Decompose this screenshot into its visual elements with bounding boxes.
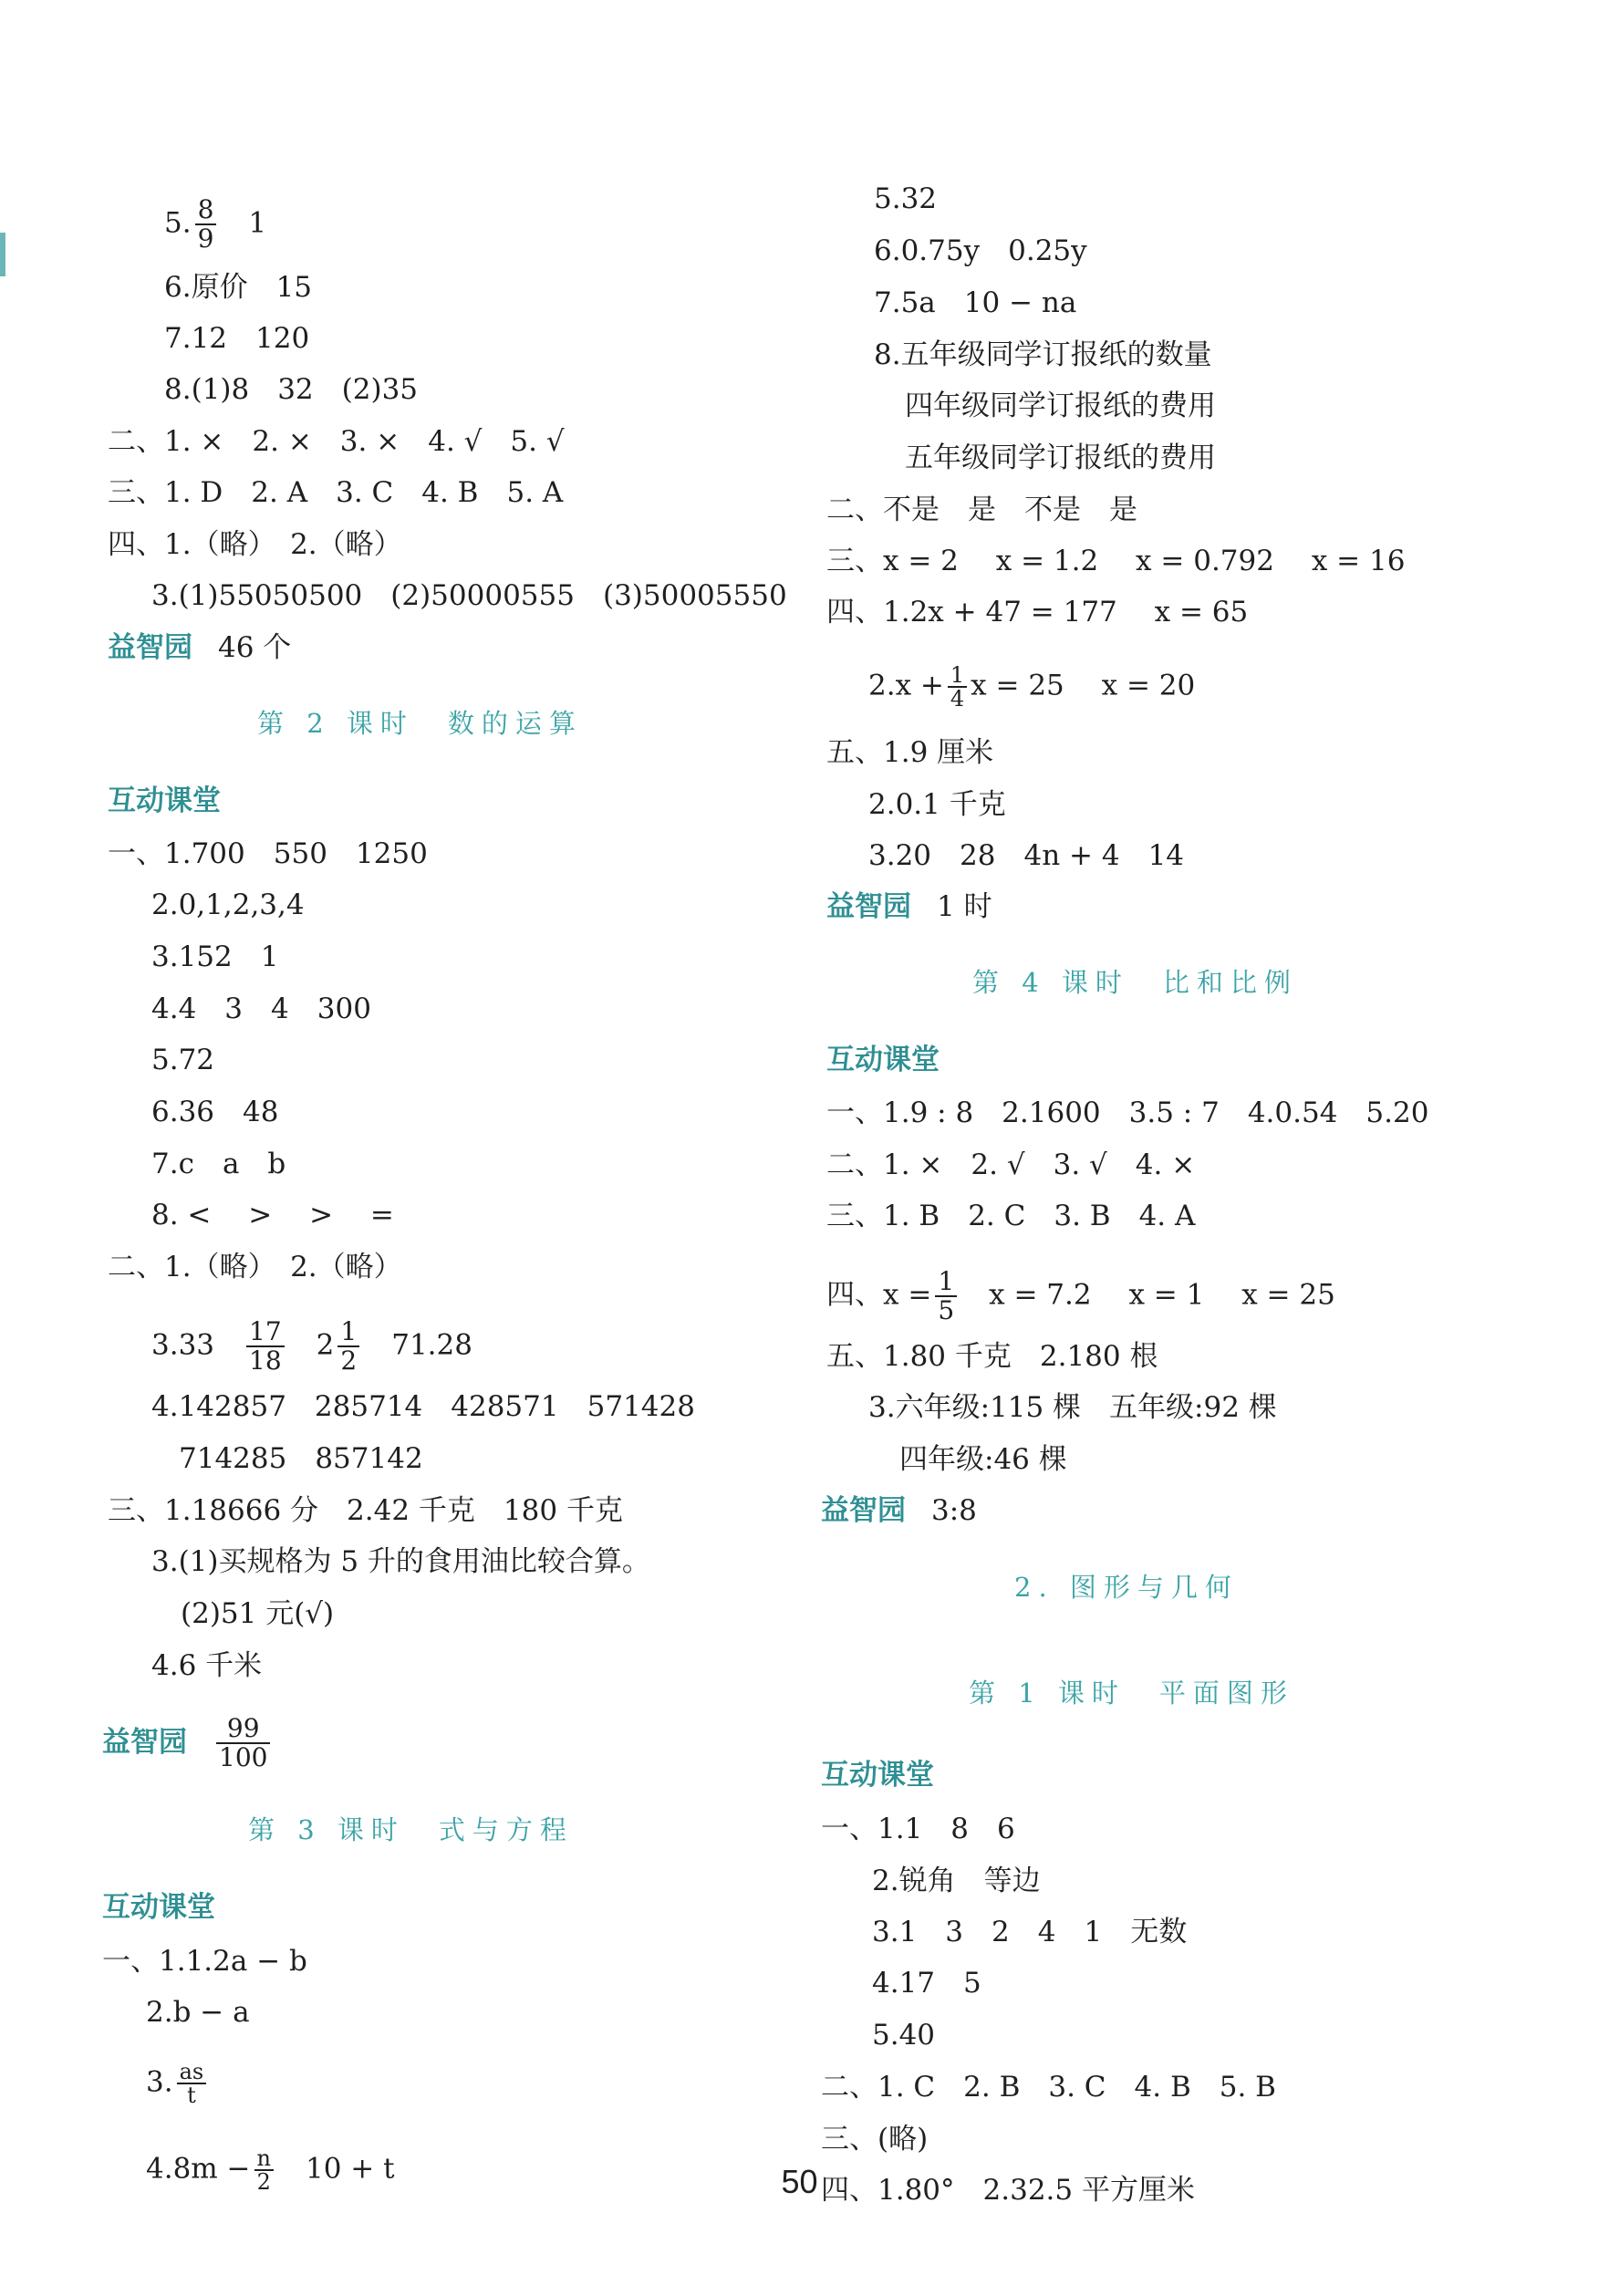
answer-line	[146, 2059, 210, 2108]
answer-line: 三、1. B 2. C 3. B 4. A	[826, 1200, 1196, 1232]
answer-line: 6.0.75y 0.25y	[874, 234, 1087, 267]
answer-line: 3.(1)买规格为 5 升的食用油比较合算。	[151, 1545, 650, 1578]
fraction-denominator: 5	[938, 1295, 955, 1325]
answer-line: 一、1.9 : 8 2.1600 3.5 : 7 4.0.54 5.20	[826, 1096, 1429, 1129]
answer-line	[868, 662, 1196, 712]
yizhiyuan-line	[102, 1713, 274, 1772]
answer-line: 6.原价 15	[164, 271, 313, 304]
answer-line: 二、1. C 2. B 3. C 4. B 5. B	[821, 2071, 1276, 2104]
section-label: 互动课堂	[821, 1759, 934, 1792]
answer-line: 二、1.（略） 2.（略）	[108, 1251, 402, 1283]
answer-line: 三、(略)	[821, 2123, 929, 2156]
answer-text: 四、x =	[826, 1278, 932, 1312]
fraction-denominator: 2	[256, 2169, 271, 2195]
page-edge-mark	[0, 233, 5, 276]
answer-line: 二、1. × 2. √ 3. √ 4. ×	[826, 1148, 1196, 1181]
answer-line: 8. < > > =	[151, 1199, 394, 1231]
fraction-denominator: 18	[249, 1345, 282, 1376]
lesson-heading: 第 2 课时 数的运算	[257, 708, 583, 739]
answer-line: 4.6 千米	[151, 1649, 263, 1682]
answer-line: (2)51 元(√)	[181, 1597, 335, 1630]
answer-line: 2.b − a	[146, 1996, 250, 2029]
answer-text: 1	[248, 206, 267, 240]
answer-line: 7.c a b	[151, 1148, 286, 1180]
answer-line: 5.40	[872, 2019, 936, 2052]
answer-text: 3.	[146, 2065, 173, 2099]
fraction	[948, 664, 967, 710]
answer-text: 10 + t	[306, 2152, 395, 2186]
answer-line: 4.17 5	[872, 1967, 981, 2000]
fraction	[246, 1318, 285, 1375]
answer-line: 二、1. × 2. × 3. × 4. √ 5. √	[108, 425, 565, 458]
fraction	[195, 196, 217, 253]
fraction-numerator: as	[177, 2061, 207, 2084]
answer-line: 4.142857 285714 428571 571428	[151, 1390, 695, 1423]
answer-text: 5.	[164, 206, 192, 240]
answer-line: 五、1.80 千克 2.180 根	[826, 1340, 1158, 1373]
fraction-numerator: 8	[195, 196, 217, 225]
answer-line: 7.5a 10 − na	[874, 286, 1077, 319]
answer-line: 5.72	[151, 1044, 215, 1076]
answer-line: 2.锐角 等边	[872, 1865, 1041, 1897]
answer-line: 6.36 48	[151, 1096, 279, 1128]
answer-line: 8.(1)8 32 (2)35	[164, 373, 419, 406]
answer-line: 3.20 28 4n + 4 14	[868, 839, 1185, 872]
answer-line: 四、1.80° 2.32.5 平方厘米	[821, 2174, 1195, 2207]
answer-text: 4.8m −	[146, 2152, 251, 2186]
fraction	[337, 1318, 359, 1375]
lesson-heading: 第 1 课时 平面图形	[969, 1678, 1294, 1709]
answer-text: 2.x +	[868, 669, 944, 702]
fraction-denominator: 100	[219, 1742, 268, 1772]
section-label: 互动课堂	[102, 1891, 215, 1924]
yizhiyuan-label: 益智园	[821, 1494, 906, 1527]
page-number: 50	[781, 2163, 818, 2200]
section-label: 互动课堂	[108, 784, 221, 817]
fraction-denominator: 9	[197, 223, 214, 254]
answer-line: 一、1.700 550 1250	[108, 837, 428, 870]
fraction	[177, 2061, 207, 2106]
mixed-number-whole: 2	[316, 1328, 335, 1362]
answer-line: 三、x = 2 x = 1.2 x = 0.792 x = 16	[826, 545, 1406, 577]
yizhiyuan-line	[826, 888, 992, 925]
answer-text: 1 时	[937, 890, 992, 923]
lesson-heading: 第 4 课时 比和比例	[972, 967, 1298, 998]
answer-line: 五、1.9 厘米	[826, 736, 994, 769]
fraction	[216, 1715, 270, 1771]
answer-line: 一、1.1.2a − b	[102, 1945, 307, 1978]
fraction-numerator: 1	[948, 664, 967, 688]
fraction-numerator: 1	[935, 1268, 957, 1297]
answer-line: 3.1 3 2 4 1 无数	[872, 1916, 1188, 1948]
answer-line: 五年级同学订报纸的费用	[905, 442, 1216, 474]
fraction-numerator: 99	[216, 1715, 270, 1744]
answer-text: 3.33	[151, 1328, 215, 1362]
answer-line: 714285 857142	[179, 1442, 423, 1475]
yizhiyuan-label: 益智园	[102, 1725, 187, 1759]
answer-line: 一、1.1 8 6	[821, 1813, 1015, 1845]
answer-line	[826, 1266, 1335, 1325]
answer-text: 71.28	[391, 1328, 472, 1362]
unit-heading: 2. 图形与几何	[1014, 1572, 1239, 1603]
answer-line: 四年级同学订报纸的费用	[905, 390, 1216, 422]
fraction-numerator: n	[254, 2147, 274, 2171]
answer-line	[164, 194, 267, 254]
fraction	[935, 1268, 957, 1325]
answer-line: 三、1. D 2. A 3. C 4. B 5. A	[108, 476, 564, 509]
section-label: 互动课堂	[826, 1044, 940, 1076]
lesson-heading: 第 3 课时 式与方程	[248, 1814, 574, 1845]
fraction-denominator: 2	[340, 1345, 358, 1376]
yizhiyuan-line	[821, 1492, 977, 1529]
answer-line: 8.五年级同学订报纸的数量	[874, 338, 1212, 371]
fraction-numerator: 17	[246, 1318, 285, 1347]
yizhiyuan-label: 益智园	[826, 890, 911, 923]
answer-line: 4.4 3 4 300	[151, 992, 371, 1025]
answer-line: 四、1.（略） 2.（略）	[108, 528, 402, 561]
answer-line: 3.152 1	[151, 940, 279, 973]
answer-text: x = 25 x = 20	[971, 669, 1196, 702]
answer-text: 46 个	[218, 631, 292, 664]
answer-text: x = 7.2 x = 1 x = 25	[989, 1278, 1335, 1312]
answer-line: 三、1.18666 分 2.42 千克 180 千克	[108, 1494, 623, 1527]
answer-line: 7.12 120	[164, 322, 310, 355]
answer-line: 2.0,1,2,3,4	[151, 888, 305, 921]
yizhiyuan-label: 益智园	[108, 631, 192, 664]
answer-line: 四、1.2x + 47 = 177 x = 65	[826, 596, 1249, 629]
answer-line: 四年级:46 棵	[899, 1443, 1067, 1476]
answer-text: 3:8	[931, 1494, 977, 1527]
fraction-denominator: 4	[950, 686, 965, 712]
answer-line: 3.(1)55050500 (2)50000555 (3)50005550	[151, 579, 787, 612]
answer-line: 二、不是 是 不是 是	[826, 493, 1137, 526]
answer-line: 5.32	[874, 182, 938, 215]
answer-line: 2.0.1 千克	[868, 788, 1006, 821]
yizhiyuan-line	[108, 629, 291, 666]
answer-line: 3.六年级:115 棵 五年级:92 棵	[868, 1391, 1277, 1424]
fraction-numerator: 1	[337, 1318, 359, 1347]
answer-line	[151, 1316, 472, 1376]
fraction-denominator: t	[187, 2083, 196, 2108]
